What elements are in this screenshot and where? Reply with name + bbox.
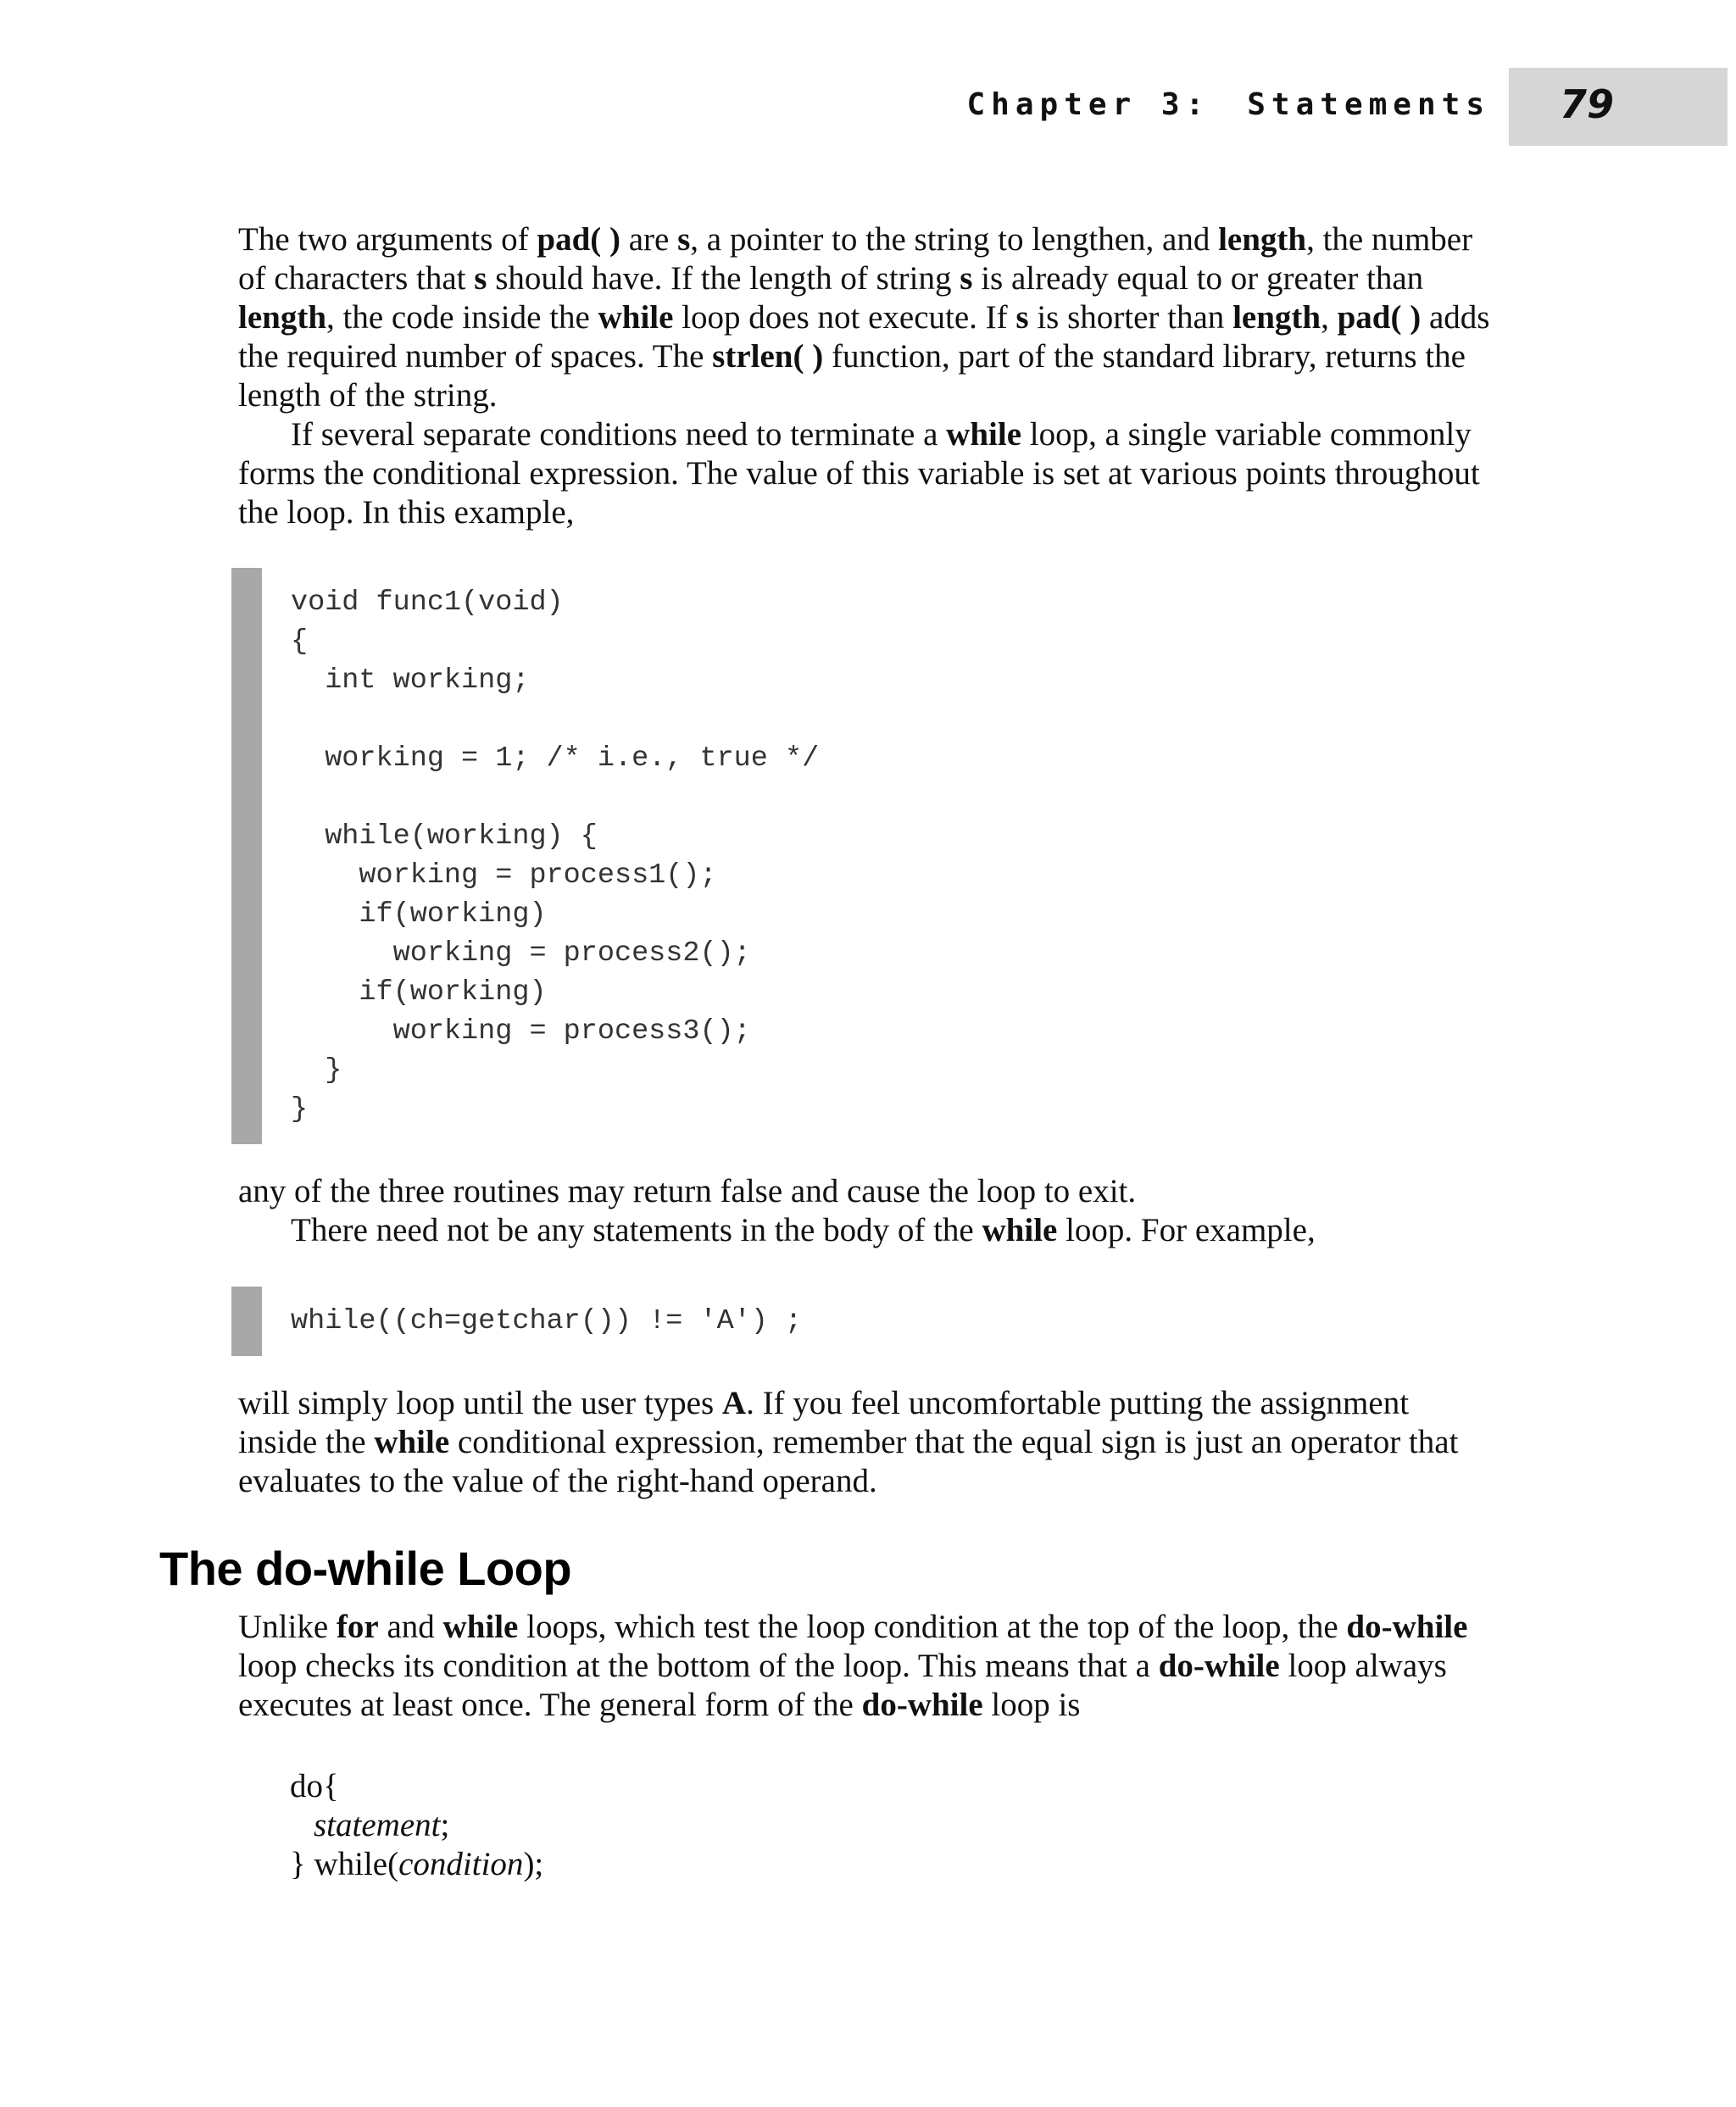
- code-listing-func1: [231, 568, 994, 1144]
- chapter-title: Statements: [1247, 87, 1490, 122]
- running-header: [967, 87, 1491, 122]
- form-statement-placeholder: statement: [314, 1807, 441, 1843]
- code-margin-bar: [231, 568, 262, 1144]
- chapter-label: Chapter 3:: [966, 87, 1210, 122]
- form-line-while: } while(condition);: [290, 1846, 544, 1882]
- code-margin-bar: [231, 1287, 262, 1356]
- intro-text: [238, 220, 1493, 532]
- form-line-statement: statement;: [314, 1807, 450, 1843]
- code-getchar: while((ch=getchar()) != 'A') ;: [291, 1305, 803, 1337]
- form-line-do: do{: [290, 1768, 339, 1804]
- paragraph-several-conditions: If several separate conditions need to terminate a while loop, a single variable commonly forms the conditional expression. The value of this variable is set at various points throughout the loop. In this example,: [238, 416, 1480, 531]
- mid-text: [238, 1172, 1493, 1250]
- do-while-general-form: [290, 1767, 543, 1884]
- code-func1: void func1(void) { int working; working = 1; /* i.e., true */ while(working) { working = process1(); if(working) working = process2(); if(working) working = process3(); } }: [291, 587, 820, 1126]
- paragraph-routines-return-false: any of the three routines may return false and cause the loop to exit.: [238, 1173, 1137, 1209]
- section-heading: The do-while Loop: [159, 1542, 572, 1595]
- paragraph-do-while-intro: Unlike for and while loops, which test the loop condition at the top of the loop, the do-while loop checks its condition at the bottom of the loop. This means that a do-while loop always executes at least once. The general form of the do-while loop is: [238, 1609, 1468, 1723]
- code-listing-getchar: [231, 1287, 994, 1356]
- form-condition-placeholder: condition: [398, 1846, 524, 1882]
- paragraph-empty-body: There need not be any statements in the body of the while loop. For example,: [291, 1212, 1316, 1248]
- page-number: 79: [1560, 81, 1615, 127]
- paragraph-pad-arguments: The two arguments of pad( ) are s, a pointer to the string to lengthen, and length, the number of characters that s should have. If the length of string s is already equal to or greater than length, the code inside the while loop does not execute. If s is shorter than length, pad( ) adds the required number of spaces. The strlen( ) function, part of the standard library, returns the length of the string.: [238, 221, 1490, 414]
- paragraph-simply-loop: will simply loop until the user types A. If you feel uncomfortable putting the assignment inside the while conditional expression, remember that the equal sign is just an operator that evaluates to the value of the right-hand operand.: [238, 1385, 1459, 1499]
- do-while-text: [238, 1608, 1493, 1725]
- page-number-tab: [1509, 68, 1728, 146]
- after-getchar-text: [238, 1384, 1493, 1501]
